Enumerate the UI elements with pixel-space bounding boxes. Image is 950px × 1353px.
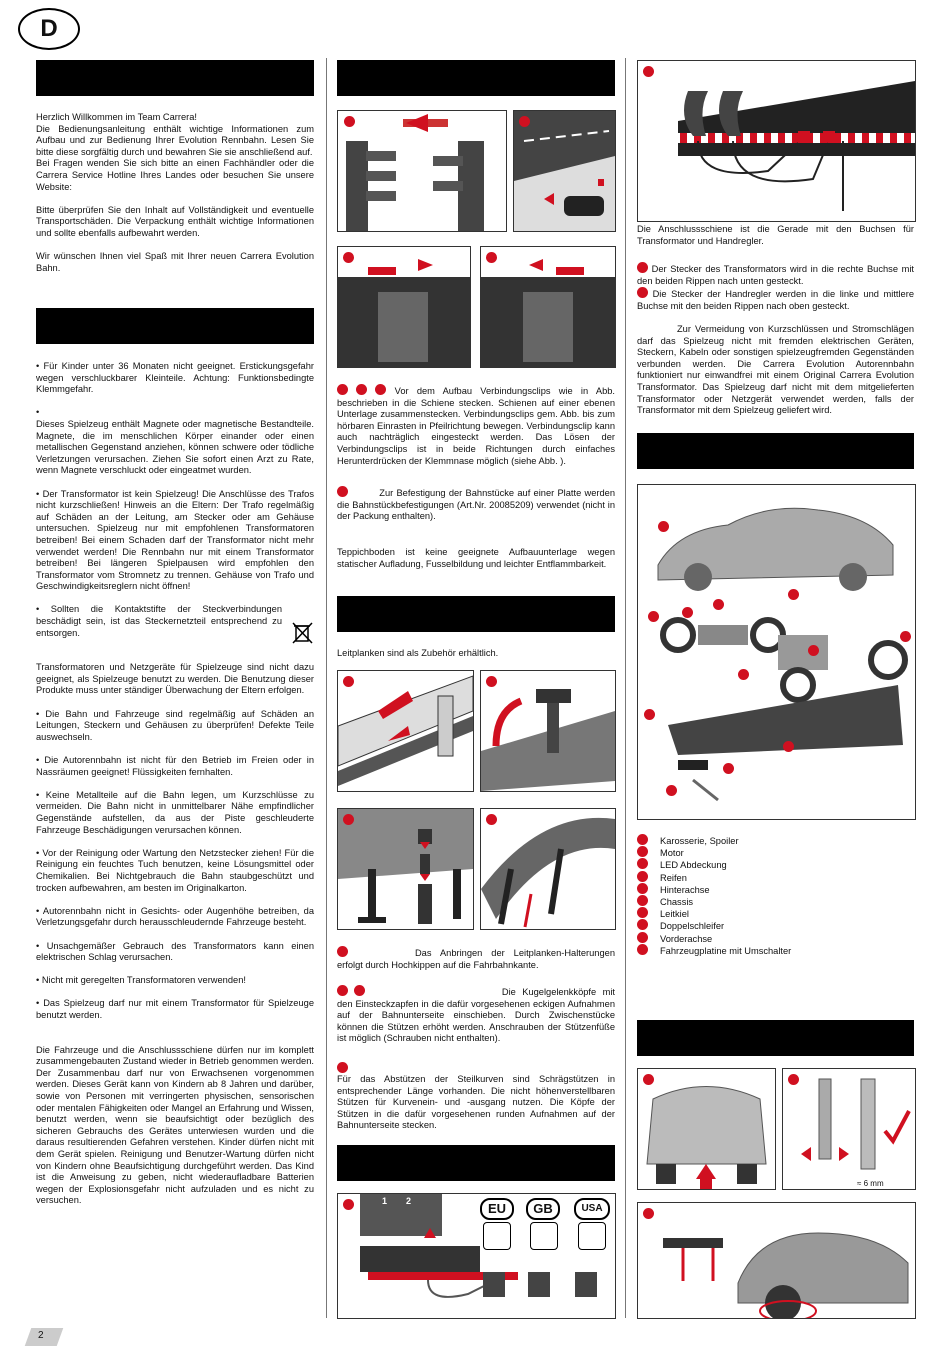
holder-instructions: [337, 946, 615, 971]
list-item: Motor: [637, 846, 914, 858]
figure-marker: [486, 252, 497, 263]
holder-illustration: [481, 671, 615, 791]
braid-figure: [782, 1068, 916, 1190]
figure-marker: [519, 116, 530, 127]
list-item: Chassis: [637, 895, 914, 907]
safety-item: • Für Kinder unter 36 Monaten nicht geeignet. Erstickungsgefahr wegen verschluckbarer Kleinteile. Achtung: Funktionsbedingte Klemmgefahr.: [36, 361, 314, 395]
safety-item: Transformatoren und Netzgeräte für Spielzeuge sind nicht dazu geeignet, als Spielzeuge benutzt zu werden. Die Benutzung dieser Produkte muss unter ständiger Überwachung der Eltern erfolgen.: [36, 662, 314, 696]
part-marker: [648, 611, 659, 622]
outlet-gb-icon: [530, 1222, 558, 1250]
welcome-paragraph: Bei Fragen wenden Sie sich bitte an einen Fachhändler oder die Carrera Service Hotline Ihres Landes oder besuchen Sie unsere Website:: [36, 158, 314, 192]
safety-item: • Unsachgemäßer Gebrauch des Transformators kann einen elektrischen Schlag verursachen.: [36, 940, 314, 963]
exploded-car-illustration: [638, 485, 915, 819]
part-marker: [644, 709, 655, 720]
page-number-tab: [25, 1328, 64, 1346]
section-header-bar: [36, 60, 314, 96]
keel-change-illustration: [638, 1203, 915, 1318]
list-item: Doppelschleifer: [637, 919, 914, 931]
list-item: Fahrzeugplatine mit Umschalter: [637, 944, 914, 956]
safety-item: • Sollten die Kontaktstifte der Steckverbindungen beschädigt sein, ist das Steckernetzteil entsprechend zu entsorgen.: [36, 604, 282, 638]
safety-item: • Autorennbahn nicht in Gesichts- oder Augenhöhe betreiben, da Verletzungsgefahr durch herausschleudernde Fahrzeuge besteht.: [36, 905, 314, 928]
region-gb: [526, 1198, 560, 1220]
mount-instructions: [337, 486, 615, 523]
guardrail-note: Leitplanken sind als Zubehör erhältlich.: [337, 648, 499, 658]
crossed-bin-icon: [291, 620, 315, 644]
figure-marker: [788, 1074, 799, 1085]
holder-text: Das Anbringen der Leitplanken-Halterungen erfolgt durch Hochkippen auf die Fahrbahnkante.: [337, 948, 615, 970]
part-marker: [713, 599, 724, 610]
figure-marker: [643, 1074, 654, 1085]
marker-dot: [337, 946, 348, 957]
clip-slide-figure-b: [480, 246, 616, 368]
part-marker: [658, 521, 669, 532]
port-label: 1: [382, 1196, 388, 1206]
page-number: 2: [38, 1330, 44, 1341]
support-illustration: [338, 809, 473, 929]
figure-marker: [343, 814, 354, 825]
list-item: Reifen: [637, 871, 914, 883]
list-item: Hinterachse: [637, 883, 914, 895]
marker-dot: [637, 262, 648, 273]
marker-dot: [337, 985, 348, 996]
power-connection-figure: [337, 1193, 616, 1319]
mount-text: Zur Befestigung der Bahnstücke auf einer Platte werden die Bahnstückbefestigungen (Art.Nr. 20085209) verwendet (nicht in der Packung enthalten).: [337, 488, 615, 522]
section-header-bar: [637, 433, 914, 469]
clips-text: Vor dem Aufbau Verbindungsclips wie in Abb. beschrieben in die Schiene stecken. Schienen auf einer ebenen Unterlage zusammenstecken. Verbindungsclips gem. Abb. bis zum hörbaren Einrasten in Pfeilrichtung bewegen. Verbindungsclip kann auch nachträglich eingesteckt werden. Das Lösen der Verbindungsclips ist in beide Richtungen durch einfaches Herunterdrücken der Klemmnase möglich (siehe Abb. ).: [337, 386, 615, 466]
support-figure: [337, 808, 474, 930]
safety-item: • Nicht mit geregelten Transformatoren verwenden!: [36, 975, 246, 986]
figure-marker: [643, 66, 654, 77]
clip-insert-figure: [337, 110, 507, 232]
guardrail-figure: [337, 670, 474, 792]
track-connector-illustration: [338, 111, 506, 231]
region-gb-label: GB: [533, 1201, 553, 1216]
safety-text: [36, 361, 314, 1207]
section-header-bar: [637, 1020, 914, 1056]
welcome-greeting: Herzlich Willkommen im Team Carrera!: [36, 112, 198, 122]
column-divider: [326, 58, 327, 1318]
part-marker: [682, 607, 693, 618]
region-eu: [480, 1198, 514, 1220]
steep-support-figure: [480, 808, 616, 930]
connection-intro: Die Anschlussschiene ist die Gerade mit den Buchsen für Transformator und Handregler.: [637, 224, 914, 246]
figure-marker: [343, 676, 354, 687]
figure-marker: [486, 676, 497, 687]
connection-step-b: Die Stecker der Handregler werden in die linke und mittlere Buchse mit den beiden Rippen nach oben gesteckt.: [637, 289, 914, 311]
guide-keel-figure: [637, 1068, 776, 1190]
supports-text: Die Kugelgelenkköpfe mit den Einsteckzapfen in die dafür vorgesehenen eckigen Aufnahmen auf der Bahnunterseite einschieben. Durch Zwischenstücke können die Stützen erhöht werden. Anschrauben der Stützenfüße ist möglich (Schrauben nicht enthalten).: [337, 987, 615, 1044]
controllers-illustration: [638, 61, 915, 221]
safety-item: • Die Autorennbahn ist nicht für den Betrieb im Freien oder in Nassräumen geeignet! Flüssigkeiten fernhalten.: [36, 755, 314, 777]
part-marker: [723, 763, 734, 774]
column-divider: [625, 58, 626, 1318]
connection-warning: [637, 324, 914, 417]
connection-steps: [637, 262, 914, 312]
safety-item: • Der Transformator ist kein Spielzeug! Die Anschlüsse des Trafos nicht kurzschließen! Hinweis an die Eltern: Der Trafo regelmäßig auf Schäden an der Leitung, am Stecker oder am Gehäuse untersuchen. Spielzeug nur mit empfohlenen Transformatoren betreiben! Bei einem Schaden darf der Transformator nicht mehr verwendet werden! Die Rennbahn nur mit einem Transformator betreiben! Bei längeren Spielpausen wird empfohlen den Transformator vom Stromnetz zu trennen. Gehäuse von Trafo und Geschwindigkeitsreglern nicht öffnen!: [36, 488, 314, 592]
figure-marker: [643, 1208, 654, 1219]
marker-dot: [337, 384, 348, 395]
holder-figure: [480, 670, 616, 792]
marker-dot: [375, 384, 386, 395]
list-item: Leitkiel: [637, 907, 914, 919]
list-item: Karosserie, Spoiler: [637, 834, 914, 846]
welcome-paragraph: Wir wünschen Ihnen viel Spaß mit Ihrer neuen Carrera Evolution Bahn.: [36, 251, 314, 273]
car-front-illustration: [638, 1069, 775, 1189]
connection-track-figure: [637, 60, 916, 222]
steep-supports-text: Für das Abstützen der Steilkurven sind Schrägstützen in entsprechender Länge vorhanden. Die nicht höhenverstellbaren Stützen für Kurvenein- und -ausgang nutzen. Die Köpfe der Stützen in die dafür vorgesehenen runden Aufnahmen auf der Bahnunterseite stecken.: [337, 1074, 615, 1131]
language-badge: [18, 8, 80, 50]
figure-marker: [343, 252, 354, 263]
clip-slide-illustration: [338, 247, 470, 367]
region-usa: [574, 1198, 610, 1220]
steep-support-illustration: [481, 809, 615, 929]
list-item: LED Abdeckung: [637, 858, 914, 870]
safety-item: • Das Spielzeug darf nur mit einem Transformator für Spielzeuge benutzt werden.: [36, 998, 314, 1021]
section-header-bar: [36, 308, 314, 344]
marker-dot: [337, 486, 348, 497]
figure-marker: [486, 814, 497, 825]
region-usa-label: USA: [581, 1203, 603, 1214]
figure-marker: [344, 116, 355, 127]
section-header-bar: [337, 60, 615, 96]
clip-release-illustration: [481, 247, 615, 367]
part-marker: [666, 785, 677, 796]
safety-item: • Keine Metallteile auf die Bahn legen, um Kurzschlüsse zu vermeiden. Die Bahn nicht in unmittelbarer Nähe empfindlicher Gegenstände aufstellen, da aus der Piste geschleuderte Fahrzeuge Beschädigungen verursachen können.: [36, 789, 314, 835]
marker-dot: [354, 985, 365, 996]
part-marker: [900, 631, 911, 642]
marker-dot: [637, 287, 648, 298]
welcome-text: [36, 112, 314, 274]
exploded-car-figure: [637, 484, 916, 820]
clip-slide-figure-a: [337, 246, 471, 368]
section-header-bar: [337, 596, 615, 632]
figure-marker: [343, 1199, 354, 1210]
safety-item: Dieses Spielzeug enthält Magnete oder magnetische Bestandteile. Magnete, die im menschlichen Körper einander oder einen metallischen Gegenstand anziehen, können schwere oder tödliche Verletzungen verursachen. Ziehen Sie sofort einen Arzt zu Rate, wenn Magnete verschluckt oder eingeatmet wurden.: [36, 418, 314, 476]
part-marker: [788, 589, 799, 600]
port-label: 2: [406, 1196, 412, 1206]
clip-detail-illustration: [514, 111, 615, 231]
outlet-usa-icon: [578, 1222, 606, 1250]
safety-item: • Vor der Reinigung oder Wartung den Netzstecker ziehen! Für die Reinigung ein feuchtes Tuch benutzen, keine Lösungsmittel oder Chemikalien. Bei Nichtgebrauch die Bahn staubgeschützt und trocken aufbewahren, am besten im Originalkarton.: [36, 847, 314, 893]
connection-step-a: Der Stecker des Transformators wird in die rechte Buchse mit den beiden Rippen nach unten gesteckt.: [637, 264, 914, 286]
safety-item: Die Fahrzeuge und die Anschlussschiene dürfen nur im komplett zusammengebauten Zustand wieder in Betrieb genommen werden. Der Zusammenbau darf nur von Erwachsenen vorgenommen werden. Dieses Gerät kann von Kindern ab 8 Jahren und darüber, sowie von Personen mit verringerten physischen, sensorischen oder mentalen Fähigkeiten oder Mangel an Erfahrung und Wissen, benutzt werden, wenn sie beaufsichtigt oder bezüglich des sicheren Gebrauchs des Gerätes unterwiesen wurden und die daraus resultierenden Gefahren verstehen. Kinder dürfen nicht mit dem Gerät spielen. Reinigung und Benutzer-Wartung dürfen nicht von Kindern ohne Beaufsichtigung durchgeführt werden. Das Kind ist die Anweisung zu geben, nicht wiederaufladbare Batterien wegen der Explosionsgefahr nicht aufzuladen und es nicht zu versuchen.: [36, 1044, 314, 1206]
part-marker: [808, 645, 819, 656]
keel-change-figure: [637, 1202, 916, 1319]
welcome-paragraph: Bitte überprüfen Sie den Inhalt auf Vollständigkeit und eventuelle Transportschäden. Die Verpackung enthält wichtige Informationen und sollte ebenfalls aufbewahrt werden.: [36, 204, 314, 238]
outlet-eu-icon: [483, 1222, 511, 1250]
safety-item: • Die Bahn und Fahrzeuge sind regelmäßig auf Schäden an Leitungen, Steckern und Gehäusen zu überprüfen! Defekte Teile auswechseln.: [36, 708, 314, 742]
section-header-bar: [337, 1145, 615, 1181]
connection-warning-text: Zur Vermeidung von Kurzschlüssen und Stromschlägen darf das Spielzeug nicht mit fremden elektrischen Geräten, Steckern, Kabeln oder sonstigen spielzeugfremden Gegenständen verbunden werden. Die Carrera Evolution Autorennbahn funktioniert nur einwandfrei mit einem Original Carrera Evolution Transformator. Das Spielzeug darf nicht mit dem mitgelieferten Transformator oder Netzgerät verwendet werden, falls der Transformator mit dem Spielzeug geliefert wird.: [637, 324, 914, 416]
clip-detail-figure: [513, 110, 616, 232]
carpet-warning: Teppichboden ist keine geeignete Aufbauunterlage wegen statischer Aufladung, Fusselbildung und leichter Entflammbarkeit.: [337, 547, 615, 569]
part-marker: [783, 741, 794, 752]
region-eu-label: EU: [487, 1201, 507, 1216]
supports-instructions: [337, 985, 615, 1045]
clips-instructions: [337, 384, 615, 467]
marker-dot: [356, 384, 367, 395]
language-badge-label: D: [40, 15, 58, 42]
part-marker: [738, 669, 749, 680]
safety-item: •: [36, 407, 40, 418]
braid-length-label: ≈ 6 mm: [857, 1179, 884, 1188]
list-item: Vorderachse: [637, 932, 914, 944]
welcome-paragraph: Die Bedienungsanleitung enthält wichtige Informationen zum Aufbau und zur Bedienung Ihrer Evolution Rennbahn. Lesen Sie bitte diese sorgfältig durch und bewahren Sie sie anschließend auf.: [36, 123, 314, 157]
braid-illustration: [783, 1069, 915, 1189]
component-list: [637, 834, 914, 956]
guardrail-illustration: [338, 671, 473, 791]
